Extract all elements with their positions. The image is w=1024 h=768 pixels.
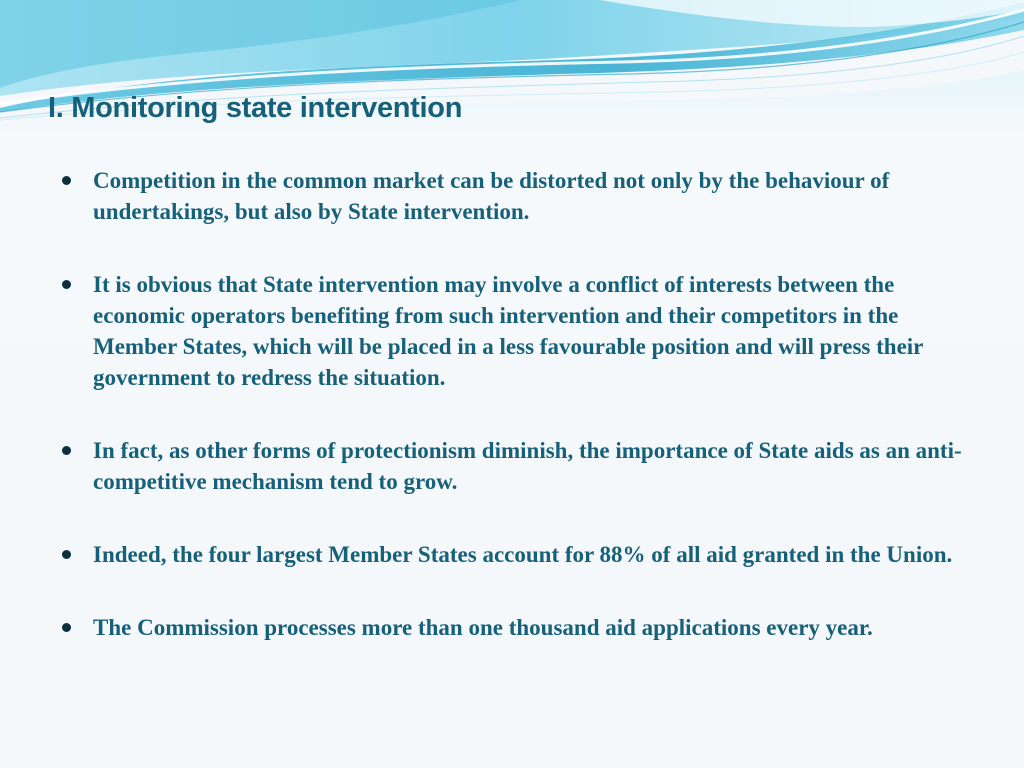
bullet-list: [62, 165, 967, 685]
bullet-text: In fact, as other forms of protectionism diminish, the importance of State aids as an anti-competitive mechanism tend to grow.: [93, 438, 962, 494]
bullet-icon: [62, 280, 71, 289]
bullet-item: [62, 612, 967, 643]
bullet-icon: [62, 176, 71, 185]
bullet-item: [62, 269, 967, 393]
bullet-text: Indeed, the four largest Member States account for 88% of all aid granted in the Union.: [93, 542, 953, 567]
bullet-item: [62, 435, 967, 497]
bullet-text: The Commission processes more than one thousand aid applications every year.: [93, 615, 873, 640]
bullet-icon: [62, 446, 71, 455]
bullet-icon: [62, 550, 71, 559]
bullet-item: [62, 165, 967, 227]
bullet-text: Competition in the common market can be distorted not only by the behaviour of undertakings, but also by State intervention.: [93, 168, 890, 224]
slide-title: I. Monitoring state intervention: [48, 92, 463, 124]
bullet-text: It is obvious that State intervention may involve a conflict of interests between the economic operators benefiting from such intervention and their competitors in the Member States, which will be placed in a less favourable position and will press their government to redress the situation.: [93, 272, 923, 390]
bullet-item: [62, 539, 967, 570]
bullet-icon: [62, 623, 71, 632]
